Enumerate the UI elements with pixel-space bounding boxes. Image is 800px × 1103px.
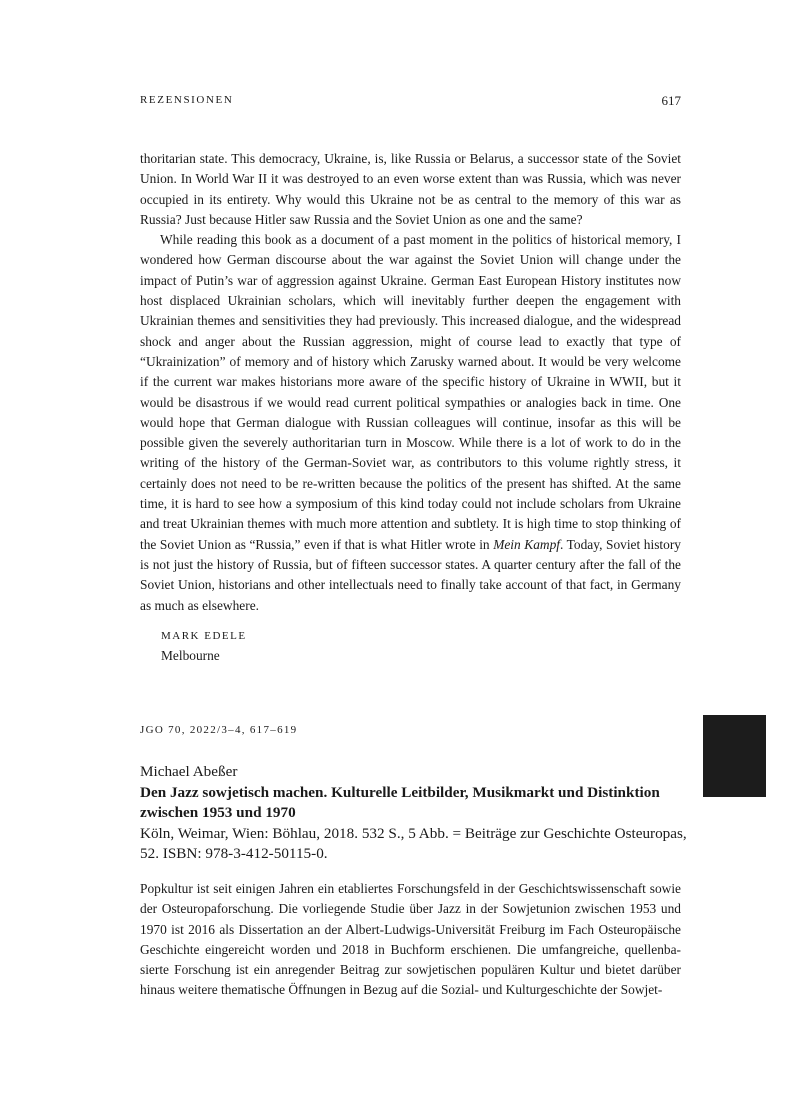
section-thumb-tab bbox=[703, 715, 766, 797]
paragraph bbox=[140, 230, 681, 616]
reviewer-signature bbox=[161, 626, 247, 666]
paragraph-text: While reading this book as a document of a past moment in the politics of historical memory, I wondered how German discourse about the war against the Soviet Union will change under the impact of Putin’s war of aggression against Ukraine. German East European History institutes now host displaced Ukrainian scholars, which will inevitably further deepen the engagement with Ukrainian themes and sensitivities they had previously. This increased dialogue, and the widespread shock and anger about the Russian aggression, might of course lead to exactly that type of “Ukrainization” of memory and of history which Zarusky warned about. It would be very welcome if the current war makes historians more aware of the specific history of Ukraine in WWII, but it would be disastrous if we would read current political sympathies or analogies back in time. One would hope that German dialogue with Russian colleagues will continue, insofar as this will be possible given the severely authoritarian turn in Moscow. While there is a lot of work to do in the writing of the history of the German-Soviet war, as contributors to this volume rightly stress, it certainly does not need to be re-written because the politics of the present has shifted. At the same time, it is hard to see how a symposium of this kind today could not include scholars from Ukraine and treat Ukrainian themes with much more attention and subtlety. It is high time to stop thinking of the Soviet Union as “Russia,” even if that is what Hitler wrote in bbox=[140, 232, 681, 552]
book-author: Michael Abeßer bbox=[140, 763, 238, 780]
review-bibliographic-header bbox=[140, 762, 700, 865]
new-review-text bbox=[140, 879, 681, 1001]
book-title-emphasis: Mein Kampf bbox=[493, 536, 560, 552]
page-number: 617 bbox=[661, 93, 681, 108]
previous-review-text bbox=[140, 149, 681, 616]
running-head: REZENSIONEN bbox=[140, 94, 234, 106]
reviewer-place: Melbourne bbox=[161, 648, 220, 663]
paragraph-text: . Today, Soviet history is not just the history of Russia, but of fifteen successor states. A quarter century after the fall of the Soviet Union, historians and other intellectuals need to finally take account of that fact, in Germany as much as elsewhere. bbox=[140, 536, 681, 613]
publication-details: Köln, Weimar, Wien: Böhlau, 2018. 532 S., 5 Abb. = Beiträge zur Geschichte Osteuropas, 52. ISBN: 978-3-412-50115-0. bbox=[140, 824, 687, 862]
paragraph: thoritarian state. This democracy, Ukraine, is, like Russia or Belarus, a successor state of the Soviet Union. In World War II it was destroyed to an even worse extent than was Russia, which was never occupied in its entirety. Why would this Ukraine not be as central to the memory of this war as Russia? Just because Hitler saw Russia and the Soviet Union as one and the same? bbox=[140, 151, 681, 227]
paragraph: Popkultur ist seit einigen Jahren ein etabliertes Forschungsfeld in der Geschichtswissenschaft sowie der Osteuropaforschung. Die vorliegende Studie über Jazz in der Sowjetunion zwischen 1953 und 1970 ist 2016 als Dissertation an der Albert-Ludwigs-Universität Freiburg im Fach Osteuropäische Geschichte eingereicht worden und 2018 in Buchform erschienen. Die umfangreiche, quellenbasierte Forschung ist ein anregender Beitrag zur sowjetischen populären Kultur und bietet darüber hinaus weitere thematische Öffnungen in Bezug auf die Sozial- und Kulturgeschichte der Sowjet- bbox=[140, 881, 681, 998]
book-title: Den Jazz sowjetisch machen. Kulturelle Leitbilder, Musikmarkt und Distinktion zwischen 1953 und 1970 bbox=[140, 783, 660, 821]
journal-citation: JGO 70, 2022/3–4, 617–619 bbox=[140, 724, 298, 736]
reviewer-name: MARK EDELE bbox=[161, 630, 247, 642]
